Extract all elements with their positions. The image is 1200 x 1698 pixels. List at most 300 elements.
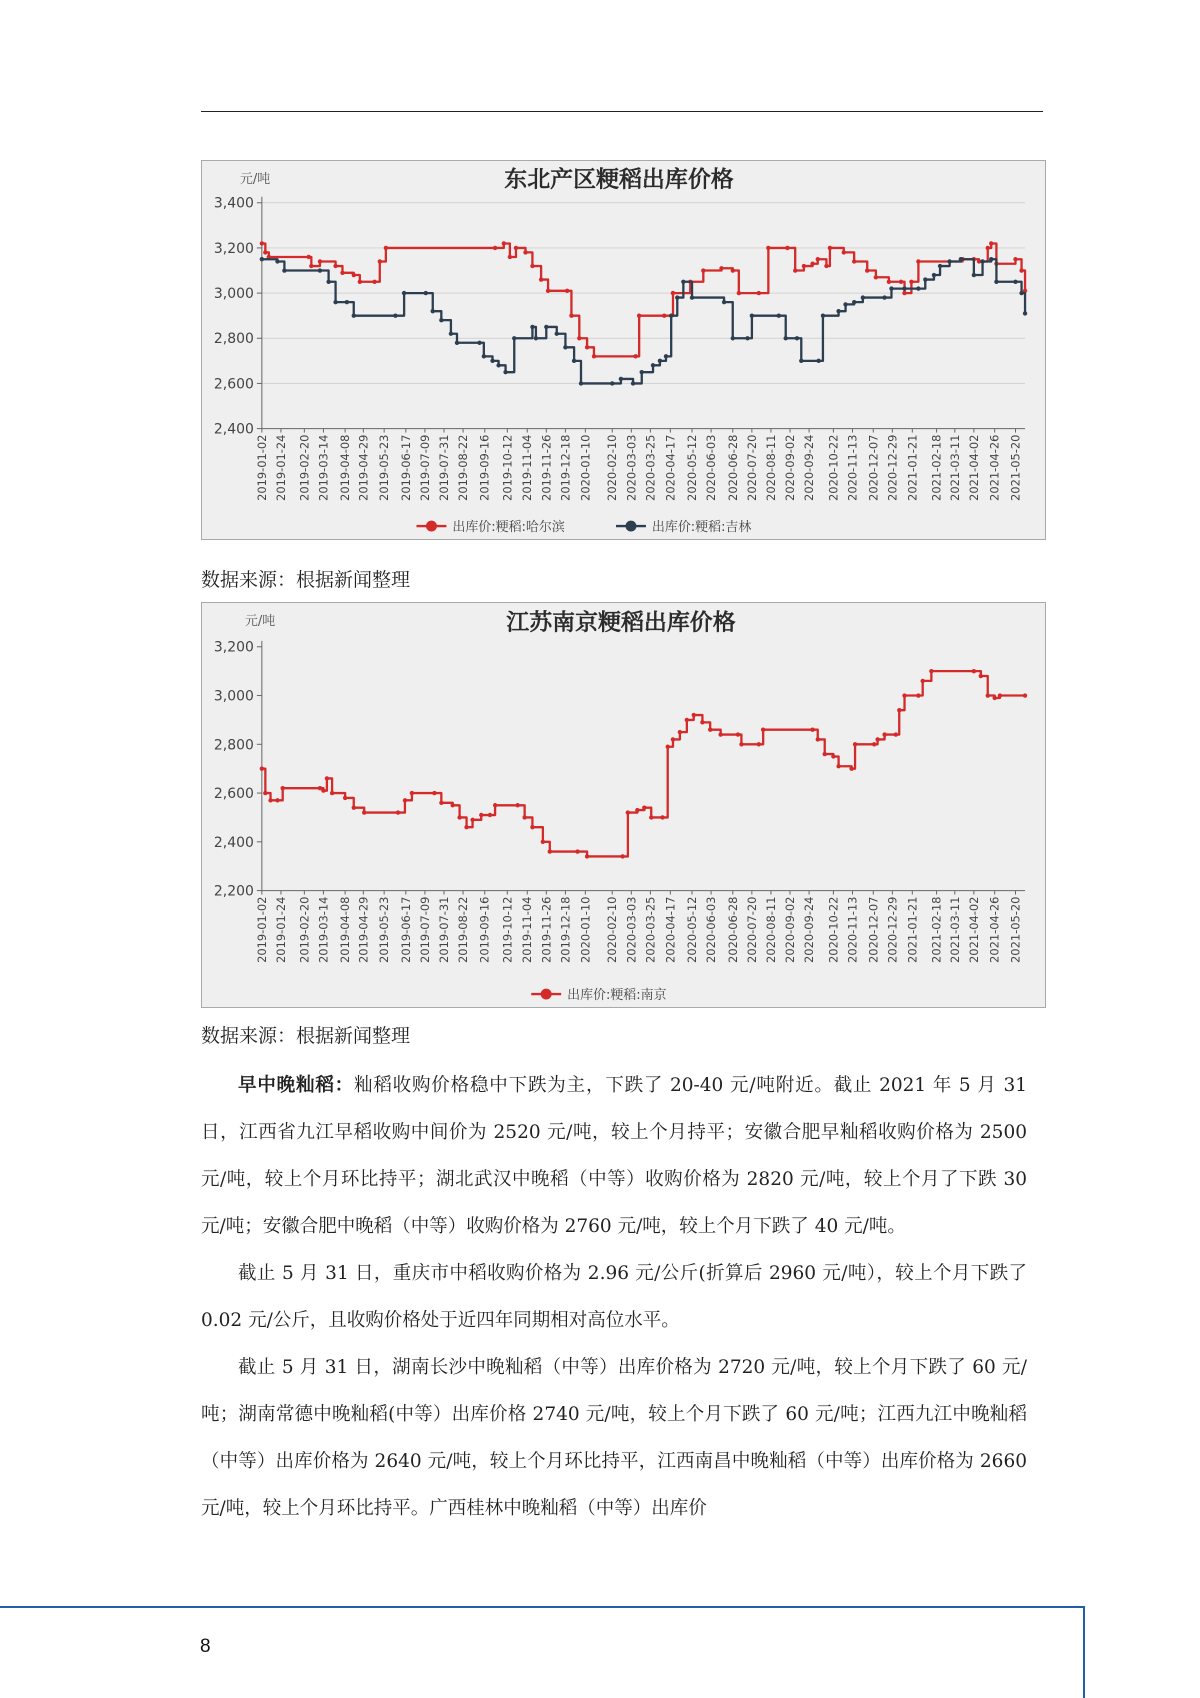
y-tick-label: 3,200 bbox=[213, 639, 254, 656]
data-point bbox=[1019, 268, 1023, 272]
data-point bbox=[831, 754, 835, 758]
footer-rule bbox=[0, 1606, 1085, 1608]
x-tick-label: 2020-12-29 bbox=[885, 896, 900, 963]
data-point bbox=[372, 280, 376, 284]
data-point bbox=[318, 259, 322, 263]
x-tick-label: 2020-12-29 bbox=[885, 434, 900, 501]
data-point bbox=[816, 737, 820, 741]
x-tick-label: 2019-12-18 bbox=[558, 896, 573, 963]
data-point bbox=[260, 257, 264, 261]
x-tick-label: 2020-06-03 bbox=[704, 434, 719, 501]
data-point bbox=[1013, 280, 1017, 284]
x-tick-label: 2019-01-24 bbox=[273, 896, 288, 963]
data-point bbox=[402, 291, 406, 295]
x-tick-label: 2021-05-20 bbox=[1008, 434, 1023, 501]
data-point bbox=[358, 280, 362, 284]
legend-label: 出库价:粳稻:吉林 bbox=[651, 520, 752, 536]
x-tick-label: 2019-04-08 bbox=[338, 434, 353, 501]
data-point bbox=[565, 289, 569, 293]
data-point bbox=[658, 359, 662, 363]
data-point bbox=[393, 313, 397, 317]
data-point bbox=[569, 313, 573, 317]
data-point bbox=[522, 815, 526, 819]
data-point bbox=[938, 264, 942, 268]
data-point bbox=[909, 280, 913, 284]
page-number: 8 bbox=[200, 1636, 211, 1657]
x-tick-label: 2019-01-24 bbox=[273, 434, 288, 501]
x-tick-label: 2019-07-09 bbox=[417, 896, 432, 963]
x-tick-label: 2019-03-14 bbox=[316, 434, 331, 501]
data-point bbox=[750, 313, 754, 317]
x-tick-label: 2020-06-28 bbox=[725, 434, 740, 501]
data-point bbox=[887, 280, 891, 284]
x-tick-label: 2020-12-07 bbox=[866, 896, 881, 963]
data-point bbox=[947, 259, 951, 263]
data-point bbox=[482, 354, 486, 358]
x-tick-label: 2019-04-29 bbox=[356, 434, 371, 501]
x-tick-label: 2019-05-23 bbox=[377, 434, 392, 501]
x-tick-label: 2021-04-26 bbox=[987, 896, 1002, 963]
x-tick-label: 2020-01-10 bbox=[578, 434, 593, 501]
data-point bbox=[449, 332, 453, 336]
data-point bbox=[432, 791, 436, 795]
data-point bbox=[799, 359, 803, 363]
chart-northeast bbox=[201, 160, 1046, 540]
data-point bbox=[345, 300, 349, 304]
data-point bbox=[722, 300, 726, 304]
x-tick-label: 2020-04-17 bbox=[663, 434, 678, 501]
data-point bbox=[280, 786, 284, 790]
data-point bbox=[731, 268, 735, 272]
x-tick-label: 2019-01-02 bbox=[254, 434, 269, 501]
data-point bbox=[309, 264, 313, 268]
data-point bbox=[731, 336, 735, 340]
data-point bbox=[431, 309, 435, 313]
data-point bbox=[321, 788, 325, 792]
data-point bbox=[902, 693, 906, 697]
x-tick-label: 2021-02-18 bbox=[929, 896, 944, 963]
data-point bbox=[894, 732, 898, 736]
x-tick-label: 2020-08-11 bbox=[763, 434, 778, 501]
data-point bbox=[824, 264, 828, 268]
data-point bbox=[318, 268, 322, 272]
x-tick-label: 2019-02-20 bbox=[297, 896, 312, 963]
data-point bbox=[577, 336, 581, 340]
data-point bbox=[929, 669, 933, 673]
data-point bbox=[816, 359, 820, 363]
data-point bbox=[678, 730, 682, 734]
x-tick-label: 2019-04-08 bbox=[338, 896, 353, 963]
data-point bbox=[352, 805, 356, 809]
data-point bbox=[619, 377, 623, 381]
x-tick-label: 2020-09-02 bbox=[782, 434, 798, 501]
data-point bbox=[998, 693, 1002, 697]
legend-swatch-marker bbox=[541, 989, 552, 1000]
x-tick-label: 2019-10-12 bbox=[500, 434, 515, 501]
data-point bbox=[555, 332, 559, 336]
data-point bbox=[530, 325, 534, 329]
x-tick-label: 2020-11-13 bbox=[845, 434, 860, 501]
x-tick-label: 2021-03-11 bbox=[947, 434, 962, 501]
data-point bbox=[986, 246, 990, 250]
x-tick-label: 2021-05-20 bbox=[1008, 896, 1023, 963]
chart-title: 东北产区粳稻出库价格 bbox=[504, 166, 734, 193]
data-point bbox=[306, 255, 310, 259]
data-point bbox=[610, 381, 614, 385]
y-tick-label: 2,800 bbox=[213, 331, 254, 348]
data-point bbox=[275, 259, 279, 263]
data-point bbox=[795, 336, 799, 340]
data-point bbox=[899, 280, 903, 284]
data-point bbox=[496, 363, 500, 367]
x-tick-label: 2019-06-17 bbox=[398, 434, 413, 501]
data-point bbox=[534, 336, 538, 340]
y-tick-label: 2,200 bbox=[213, 883, 254, 900]
data-point bbox=[889, 286, 893, 290]
data-point bbox=[766, 246, 770, 250]
x-tick-label: 2019-05-23 bbox=[377, 896, 392, 963]
x-tick-label: 2019-11-04 bbox=[520, 434, 535, 501]
x-tick-label: 2019-07-09 bbox=[417, 434, 432, 501]
data-point bbox=[923, 277, 927, 281]
x-tick-label: 2021-04-02 bbox=[966, 896, 981, 963]
data-point bbox=[585, 345, 589, 349]
data-point bbox=[745, 336, 749, 340]
x-tick-label: 2019-08-22 bbox=[456, 896, 471, 963]
data-point bbox=[921, 679, 925, 683]
x-tick-label: 2020-09-02 bbox=[782, 896, 798, 963]
data-point bbox=[669, 313, 673, 317]
data-point bbox=[325, 776, 329, 780]
data-point bbox=[620, 854, 624, 858]
x-tick-label: 2020-06-28 bbox=[725, 896, 740, 963]
data-point bbox=[685, 718, 689, 722]
x-tick-label: 2020-08-11 bbox=[763, 896, 778, 963]
data-point bbox=[865, 268, 869, 272]
data-point bbox=[626, 810, 630, 814]
data-point bbox=[633, 354, 637, 358]
x-tick-label: 2020-06-03 bbox=[704, 896, 719, 963]
data-point bbox=[502, 241, 506, 245]
data-point bbox=[546, 289, 550, 293]
x-tick-label: 2020-04-17 bbox=[663, 896, 678, 963]
data-point bbox=[836, 309, 840, 313]
data-point bbox=[875, 737, 879, 741]
data-point bbox=[352, 313, 356, 317]
paragraph-early-mid-late-indica bbox=[201, 1062, 1027, 1250]
data-point bbox=[439, 801, 443, 805]
y-tick-label: 2,600 bbox=[213, 376, 254, 393]
y-axis-unit: 元/吨 bbox=[244, 613, 276, 629]
x-tick-label: 2021-01-21 bbox=[905, 434, 920, 501]
x-tick-label: 2020-02-10 bbox=[605, 896, 620, 963]
chart-nanjing bbox=[201, 602, 1046, 1008]
paragraph-lead-label: 早中晚籼稻： bbox=[238, 1075, 354, 1096]
paragraph-outbound-prices: 截止 5 月 31 日，湖南长沙中晚籼稻（中等）出库价格为 2720 元/吨，较上个月下跌了 60 元/吨；湖南常德中晚籼稻(中等）出库价格 2740 元/吨，较上个月下跌了 60 元/吨；江西九江中晚籼稻（中等）出库价格为 2640 元/吨，较上个月环比持平，江西南昌中晚籼稻（中等）出库价格为 2660 元/吨，较上个月环比持平。广西桂林中晚籼稻（中等）出库价 bbox=[201, 1357, 1027, 1519]
data-point bbox=[853, 742, 857, 746]
data-point bbox=[575, 849, 579, 853]
data-point bbox=[671, 737, 675, 741]
data-point bbox=[810, 262, 814, 266]
data-point bbox=[642, 805, 646, 809]
y-tick-label: 3,200 bbox=[213, 240, 254, 257]
data-point bbox=[275, 798, 279, 802]
data-point bbox=[541, 840, 545, 844]
chart-source-note: 数据来源：根据新闻整理 bbox=[201, 569, 411, 591]
series-line bbox=[262, 259, 1025, 383]
data-point bbox=[424, 291, 428, 295]
data-point bbox=[681, 280, 685, 284]
data-point bbox=[783, 336, 787, 340]
data-point bbox=[739, 742, 743, 746]
x-tick-label: 2019-11-04 bbox=[520, 896, 535, 963]
x-tick-label: 2019-04-29 bbox=[356, 896, 371, 963]
data-point bbox=[410, 791, 414, 795]
data-point bbox=[861, 295, 865, 299]
data-point bbox=[539, 277, 543, 281]
x-tick-label: 2019-09-16 bbox=[477, 896, 492, 963]
data-point bbox=[635, 808, 639, 812]
data-point bbox=[932, 273, 936, 277]
x-tick-label: 2020-03-25 bbox=[643, 896, 658, 963]
paragraph-text: 籼稻收购价格稳中下跌为主，下跌了 20-40 元/吨附近。截止 2021 年 5 月 31 日，江西省九江早稻收购中间价为 2520 元/吨，较上个月持平；安徽合肥早籼稻收购价格为 2500 元/吨，较上个月环比持平；湖北武汉中晚稻（中等）收购价格为 2820 元/吨，较上个月了下跌 30 元/吨；安徽合肥中晚稻（中等）收购价格为 2760 元/吨，较上个月下跌了 40 元/吨。 bbox=[201, 1075, 1027, 1237]
x-tick-label: 2019-07-31 bbox=[436, 434, 451, 501]
data-point bbox=[490, 359, 494, 363]
data-point bbox=[737, 291, 741, 295]
data-point bbox=[640, 370, 644, 374]
data-point bbox=[333, 264, 337, 268]
data-point bbox=[916, 693, 920, 697]
x-tick-label: 2019-09-16 bbox=[477, 434, 492, 501]
chart-nanjing-svg bbox=[202, 603, 1045, 1007]
data-point bbox=[882, 732, 886, 736]
data-point bbox=[514, 246, 518, 250]
legend-label: 出库价:粳稻:哈尔滨 bbox=[452, 520, 565, 536]
x-tick-label: 2021-04-02 bbox=[966, 434, 981, 501]
data-point bbox=[1019, 291, 1023, 295]
data-point bbox=[579, 381, 583, 385]
y-tick-label: 3,400 bbox=[213, 195, 254, 212]
data-point bbox=[512, 336, 516, 340]
x-tick-label: 2019-03-14 bbox=[316, 896, 331, 963]
x-tick-label: 2020-05-12 bbox=[684, 434, 700, 501]
data-point bbox=[326, 280, 330, 284]
y-tick-label: 2,800 bbox=[213, 737, 254, 754]
x-tick-label: 2019-10-12 bbox=[500, 896, 515, 963]
x-tick-label: 2020-12-07 bbox=[866, 434, 881, 501]
data-point bbox=[986, 693, 990, 697]
x-tick-label: 2020-05-12 bbox=[684, 896, 700, 963]
data-point bbox=[872, 742, 876, 746]
x-tick-label: 2019-11-26 bbox=[539, 434, 554, 501]
data-point bbox=[263, 250, 267, 254]
data-point bbox=[874, 275, 878, 279]
legend-swatch-marker bbox=[625, 521, 636, 532]
footer-rule-vertical bbox=[1083, 1606, 1085, 1698]
data-point bbox=[508, 255, 512, 259]
data-point bbox=[362, 810, 366, 814]
data-point bbox=[972, 273, 976, 277]
data-point bbox=[979, 674, 983, 678]
x-tick-label: 2020-01-10 bbox=[578, 896, 593, 963]
x-tick-label: 2019-12-18 bbox=[558, 434, 573, 501]
data-point bbox=[823, 752, 827, 756]
data-point bbox=[718, 732, 722, 736]
data-point bbox=[719, 266, 723, 270]
body-text bbox=[201, 1062, 1027, 1532]
data-point bbox=[708, 727, 712, 731]
data-point bbox=[488, 813, 492, 817]
data-point bbox=[530, 264, 534, 268]
data-point bbox=[662, 313, 666, 317]
data-point bbox=[785, 246, 789, 250]
chart-source-note: 数据来源：根据新闻整理 bbox=[201, 1025, 411, 1047]
data-point bbox=[972, 669, 976, 673]
data-point bbox=[897, 708, 901, 712]
data-point bbox=[700, 720, 704, 724]
data-point bbox=[352, 273, 356, 277]
series-line bbox=[262, 243, 1025, 356]
x-tick-label: 2020-10-22 bbox=[826, 434, 841, 501]
data-point bbox=[664, 354, 668, 358]
data-point bbox=[260, 766, 264, 770]
x-tick-label: 2020-09-24 bbox=[802, 896, 817, 963]
data-point bbox=[757, 742, 761, 746]
data-point bbox=[516, 803, 520, 807]
y-axis-unit: 元/吨 bbox=[239, 171, 271, 187]
x-tick-label: 2020-11-13 bbox=[845, 896, 860, 963]
data-point bbox=[450, 803, 454, 807]
x-tick-label: 2019-11-26 bbox=[539, 896, 554, 963]
data-point bbox=[544, 325, 548, 329]
data-point bbox=[692, 713, 696, 717]
data-point bbox=[1023, 693, 1027, 697]
data-point bbox=[470, 818, 474, 822]
data-point bbox=[666, 745, 670, 749]
data-point bbox=[842, 250, 846, 254]
data-point bbox=[802, 264, 806, 268]
data-point bbox=[530, 825, 534, 829]
x-tick-label: 2021-04-26 bbox=[987, 434, 1002, 501]
x-tick-label: 2019-07-31 bbox=[436, 896, 451, 963]
legend-label: 出库价:粳稻:南京 bbox=[567, 988, 667, 1004]
data-point bbox=[660, 815, 664, 819]
data-point bbox=[989, 241, 993, 245]
x-tick-label: 2020-03-03 bbox=[624, 434, 639, 501]
data-point bbox=[637, 313, 641, 317]
data-point bbox=[464, 825, 468, 829]
data-point bbox=[333, 300, 337, 304]
data-point bbox=[852, 259, 856, 263]
data-point bbox=[263, 791, 267, 795]
data-point bbox=[671, 291, 675, 295]
data-point bbox=[572, 359, 576, 363]
paragraph-chongqing: 截止 5 月 31 日，重庆市中稻收购价格为 2.96 元/公斤(折算后 2960 元/吨），较上个月下跌了 0.02 元/公斤，且收购价格处于近四年同期相对高位水平。 bbox=[201, 1263, 1027, 1331]
data-point bbox=[457, 815, 461, 819]
y-tick-label: 3,000 bbox=[213, 286, 254, 303]
x-tick-label: 2021-02-18 bbox=[929, 434, 944, 501]
x-tick-label: 2020-03-25 bbox=[643, 434, 658, 501]
x-tick-label: 2019-02-20 bbox=[297, 434, 312, 501]
data-point bbox=[503, 370, 507, 374]
data-point bbox=[882, 295, 886, 299]
data-point bbox=[828, 246, 832, 250]
data-point bbox=[849, 766, 853, 770]
x-tick-label: 2020-02-10 bbox=[605, 434, 620, 501]
data-point bbox=[793, 268, 797, 272]
data-point bbox=[260, 241, 264, 245]
data-point bbox=[455, 341, 459, 345]
data-point bbox=[479, 813, 483, 817]
data-point bbox=[384, 246, 388, 250]
data-point bbox=[493, 803, 497, 807]
data-point bbox=[816, 257, 820, 261]
x-tick-label: 2020-07-20 bbox=[744, 434, 759, 501]
data-point bbox=[268, 798, 272, 802]
y-tick-label: 2,600 bbox=[213, 786, 254, 803]
y-tick-label: 2,400 bbox=[213, 421, 254, 438]
data-point bbox=[994, 280, 998, 284]
data-point bbox=[777, 313, 781, 317]
data-point bbox=[493, 246, 497, 250]
data-point bbox=[959, 257, 963, 261]
data-point bbox=[282, 268, 286, 272]
x-tick-label: 2021-01-21 bbox=[905, 896, 920, 963]
data-point bbox=[330, 791, 334, 795]
data-point bbox=[701, 268, 705, 272]
data-point bbox=[821, 313, 825, 317]
data-point bbox=[902, 286, 906, 290]
y-tick-label: 2,400 bbox=[213, 834, 254, 851]
data-point bbox=[836, 764, 840, 768]
data-point bbox=[403, 798, 407, 802]
data-point bbox=[523, 250, 527, 254]
data-point bbox=[631, 381, 635, 385]
data-point bbox=[757, 291, 761, 295]
data-point bbox=[378, 259, 382, 263]
x-tick-label: 2019-01-02 bbox=[254, 896, 269, 963]
data-point bbox=[690, 295, 694, 299]
data-point bbox=[989, 257, 993, 261]
chart-northeast-svg bbox=[202, 161, 1045, 539]
data-point bbox=[651, 363, 655, 367]
data-point bbox=[843, 302, 847, 306]
x-tick-label: 2020-09-24 bbox=[802, 434, 817, 501]
data-point bbox=[396, 810, 400, 814]
data-point bbox=[980, 259, 984, 263]
data-point bbox=[916, 286, 920, 290]
data-point bbox=[675, 295, 679, 299]
data-point bbox=[761, 727, 765, 731]
series-line bbox=[262, 671, 1025, 856]
x-tick-label: 2019-08-22 bbox=[456, 434, 471, 501]
chart-title: 江苏南京粳稻出库价格 bbox=[506, 609, 736, 636]
data-point bbox=[736, 732, 740, 736]
data-point bbox=[1023, 311, 1027, 315]
y-tick-label: 3,000 bbox=[213, 688, 254, 705]
data-point bbox=[548, 849, 552, 853]
data-point bbox=[439, 318, 443, 322]
data-point bbox=[343, 796, 347, 800]
x-tick-label: 2020-03-03 bbox=[624, 896, 639, 963]
x-tick-label: 2021-03-11 bbox=[947, 896, 962, 963]
data-point bbox=[992, 696, 996, 700]
data-point bbox=[916, 259, 920, 263]
x-tick-label: 2020-10-22 bbox=[826, 896, 841, 963]
data-point bbox=[592, 354, 596, 358]
data-point bbox=[810, 727, 814, 731]
data-point bbox=[585, 854, 589, 858]
